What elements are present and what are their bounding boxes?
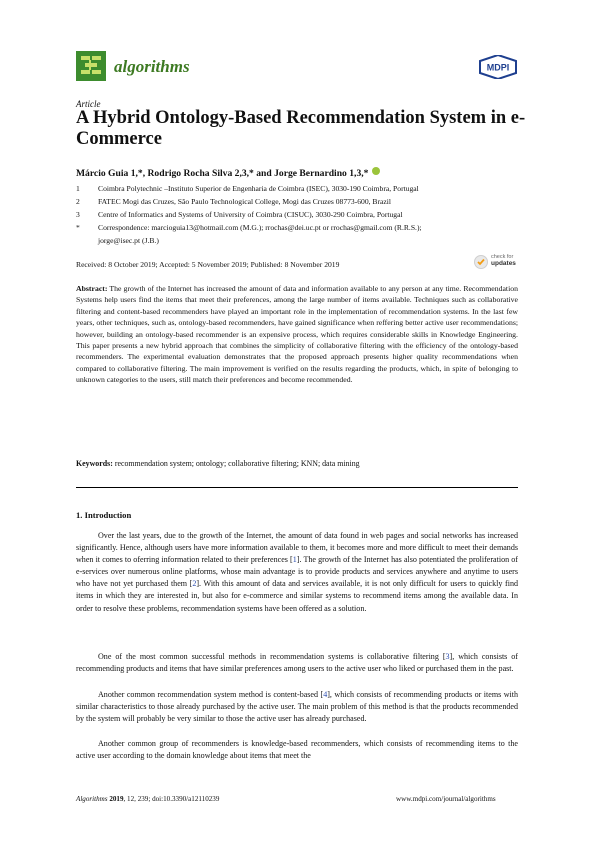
abstract-text: The growth of the Internet has increased the amount of data and information available to any person at any time. Recommendation Systems help users find the items that meet their preferences, among the large number of items available. Techniques such as collaborative filtering and content-based recommenders have played an important role in the implementation of recommendation systems. In the last few years, other techniques, such as, ontology-based recommenders, have gained significance when reffering better active user recommendations; however, building an ontology-based recommender is an expensive process, which requires considerable skills in Knowledge Engineering. This paper presents a new hybrid approach that combines the simplicity of collaborative filtering with the efficiency of the ontology-based recommenders. The experimental evaluation demonstrates that the proposed approach presents higher quality recommendations when compared to collaborative filtering. The main improvement is verified on the results regarding the products, which, in spite of belonging to unknown categories to the users, still match their preferences and become recommended. (76, 284, 518, 385)
paragraph-text: ]. With this amount of data and services available, it is not only difficult for users to quickly find items in which they are interested in, but also for e-commerce and similar systems to recommend items among the available data. In order to resolve these problems, recommendation systems have been offered as a solution. (76, 579, 518, 613)
article-type: Article (76, 99, 101, 109)
journal-logo (76, 51, 106, 81)
abstract (76, 283, 518, 386)
affiliation-2 (76, 197, 391, 206)
affiliation-3 (76, 210, 403, 219)
citation-link[interactable]: 4 (323, 690, 328, 699)
paragraph-text: ], which consists of recommending products and items that have similar preferences among users to the active user who liked or purchased them in the past. (76, 652, 518, 674)
check-updates-icon (474, 255, 488, 269)
mdpi-logo[interactable] (479, 55, 517, 79)
correspondence-continued[interactable]: jorge@isec.pt (J.B.) (98, 236, 159, 245)
keywords-text: recommendation system; ontology; collaborative filtering; KNN; data mining (114, 459, 360, 468)
paragraph (76, 689, 518, 725)
mdpi-logo-text: MDPI (486, 62, 510, 73)
article-title: A Hybrid Ontology-Based Recommendation System in e-Commerce (76, 108, 526, 149)
affiliation-text: Centre of Informatics and Systems of University of Coimbra (CISUC), 3030-290 Coimbra, Portugal (98, 210, 403, 219)
paragraph (76, 530, 518, 615)
footer-doi[interactable]: , 12, 239; doi:10.3390/a12110239 (123, 795, 220, 803)
check-updates-line2: updates (491, 260, 516, 267)
affiliation-text: Coimbra Polytechnic –Instituto Superior de Engenharia de Coimbra (ISEC), 3030-190 Coimbra, Portugal (98, 184, 419, 193)
citation-link[interactable]: 3 (445, 652, 450, 661)
orcid-icon[interactable] (372, 167, 380, 175)
author-names: Márcio Guia 1,*, Rodrigo Rocha Silva 2,3,* and Jorge Bernardino 1,3,* (76, 168, 369, 179)
publication-dates: Received: 8 October 2019; Accepted: 5 November 2019; Published: 8 November 2019 (76, 260, 340, 269)
affiliation-number: 3 (76, 210, 80, 219)
footer-year: 2019 (109, 795, 124, 803)
footer-url[interactable]: www.mdpi.com/journal/algorithms (396, 795, 496, 803)
keywords (76, 459, 518, 468)
journal-name: algorithms (114, 57, 190, 76)
affiliation-number: 2 (76, 197, 80, 206)
divider (76, 487, 518, 488)
citation-link[interactable]: 2 (192, 579, 197, 589)
paragraph-text: ]. The growth of the Internet has also potentiated the proliferation of e-services over numerous online platforms, whose main advantage is to provide products and services anywhere and anytime to users who have not yet purchased them [ (76, 555, 518, 589)
paragraph-text: ], which consists of recommending products or items with similar characteristics to those already purchased by the active user. The main problem of this method is that the products recommended by the system will probably be very similar to those the active user has already purchased. (76, 690, 519, 724)
paragraph-text: Another common recommendation system method is content-based [ (98, 690, 324, 699)
footer-journal: Algorithms (76, 795, 108, 803)
abstract-label: Abstract: (76, 284, 108, 293)
correspondence (76, 223, 422, 232)
affiliation-1 (76, 184, 419, 193)
check-updates-line1: check for (491, 254, 514, 260)
paragraph-text: Over the last years, due to the growth of the Internet, the amount of data found in web pages and social networks has increased significantly. Hence, although users have more information available to them, it becomes more and more difficult to meet their demands when it comes to oferring information related to their preferences [ (76, 531, 518, 565)
affiliation-number: * (76, 223, 80, 232)
paragraph (76, 651, 518, 675)
citation-link[interactable]: 1 (292, 555, 297, 565)
paragraph-text: One of the most common successful methods in recommendation systems is collaborative filtering [ (98, 652, 446, 661)
check-updates-badge[interactable] (474, 252, 518, 272)
paragraph: Another common group of recommenders is knowledge-based recommenders, which consists of recommending items to the active user according to the domain knowledge about items that meet the (76, 739, 518, 761)
author-list (76, 167, 380, 179)
keywords-label: Keywords: (76, 459, 113, 468)
footer-citation (76, 795, 219, 803)
section-heading: 1. Introduction (76, 510, 132, 520)
correspondence-text[interactable]: Correspondence: marcioguia13@hotmail.com (M.G.); rrochas@dei.uc.pt or rrochas@gmail.com (R.R.S.); (98, 223, 422, 232)
affiliation-number: 1 (76, 184, 80, 193)
affiliation-text: FATEC Mogi das Cruzes, São Paulo Technological College, Mogi das Cruzes 08773-600, Brazil (98, 197, 391, 206)
